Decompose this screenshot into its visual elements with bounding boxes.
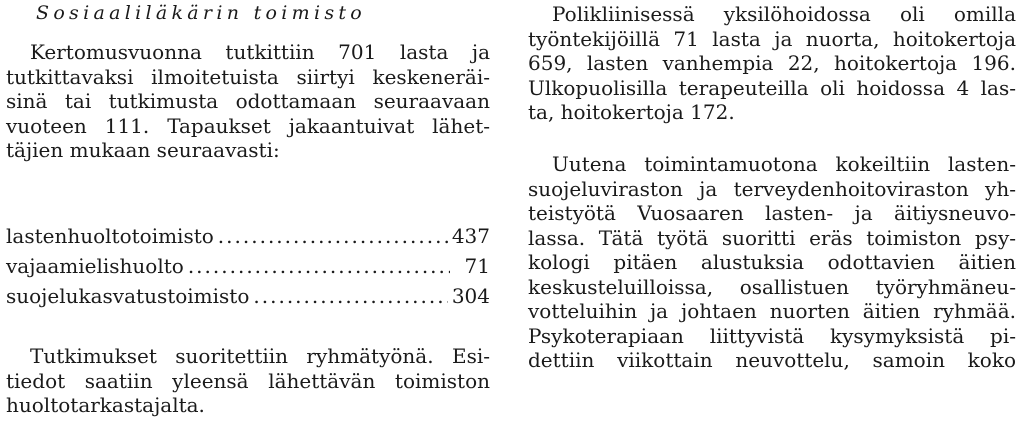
text-line: ta, hoitokertoja 172.	[528, 100, 735, 124]
text-line: kologi pitäen alustuksia odottavien äitien	[528, 250, 1016, 274]
text-line: tutkittavaksi ilmoitetuista siirtyi keskeneräi-	[6, 64, 490, 89]
referral-list	[6, 224, 490, 314]
referral-row	[6, 224, 490, 254]
text-line: lassa. Tätä työtä suoritti eräs toimiston psy-	[528, 225, 1016, 250]
intro-paragraph	[6, 40, 490, 163]
referral-count: 71	[464, 254, 490, 278]
closing-paragraph	[6, 344, 490, 418]
referral-count: 304	[451, 284, 490, 308]
text-line: teistyötä Vuosaaren lasten- ja äitiysneuvo-	[528, 201, 1016, 225]
text-line: keskusteluilloissa, osallistuen työryhmäneu-	[528, 274, 1016, 299]
text-line: votteluihin ja johtaen nuorten äitien ryhmää.	[528, 299, 1016, 323]
referral-name: vajaamielishuolto	[6, 254, 184, 278]
referral-row	[6, 254, 490, 284]
cooperation-paragraph	[528, 152, 1016, 373]
text-line: täjien mukaan seuraavasti:	[6, 138, 280, 162]
leader-dots	[218, 224, 448, 248]
referral-count: 437	[451, 224, 490, 248]
referral-name: lastenhuoltotoimisto	[6, 224, 214, 248]
section-heading: Sosiaaliläkärin toimisto	[36, 2, 367, 24]
text-line: Psykoterapiaan liittyvistä kysymyksistä pi-	[528, 323, 1016, 348]
text-line: Kertomusvuonna tutkittiin 701 lasta ja	[30, 40, 490, 64]
text-line: dettiin viikottain neuvottelu, samoin koko	[528, 348, 1016, 372]
text-line: vuoteen 111. Tapaukset jakaantuivat lähet-	[6, 113, 490, 138]
text-line: huoltotarkastajalta.	[6, 393, 205, 417]
text-line: tiedot saatiin yleensä lähettävän toimiston	[6, 368, 490, 393]
text-line: Polikliinisessä yksilöhoidossa oli omilla	[552, 2, 1016, 26]
referral-row	[6, 284, 490, 314]
treatment-paragraph	[528, 2, 1016, 125]
text-line: 659, lasten vanhempia 22, hoitokertoja 196.	[528, 51, 1016, 75]
text-line: Tutkimukset suoritettiin ryhmätyönä. Esi-	[30, 344, 490, 368]
text-line: työntekijöillä 71 lasta ja nuorta, hoitokertoja	[528, 26, 1016, 51]
referral-name: suojelukasvatustoimisto	[6, 284, 250, 308]
text-line: suojeluviraston ja terveydenhoitoviraston yh-	[528, 176, 1016, 201]
leader-dots	[253, 284, 447, 308]
leader-dots	[188, 254, 450, 278]
text-line: Uutena toimintamuotona kokeiltiin lasten-	[552, 152, 1016, 176]
text-line: Ulkopuolisilla terapeuteilla oli hoidossa 4 las-	[528, 75, 1016, 100]
text-line: sinä tai tutkimusta odottamaan seuraavaan	[6, 89, 490, 113]
